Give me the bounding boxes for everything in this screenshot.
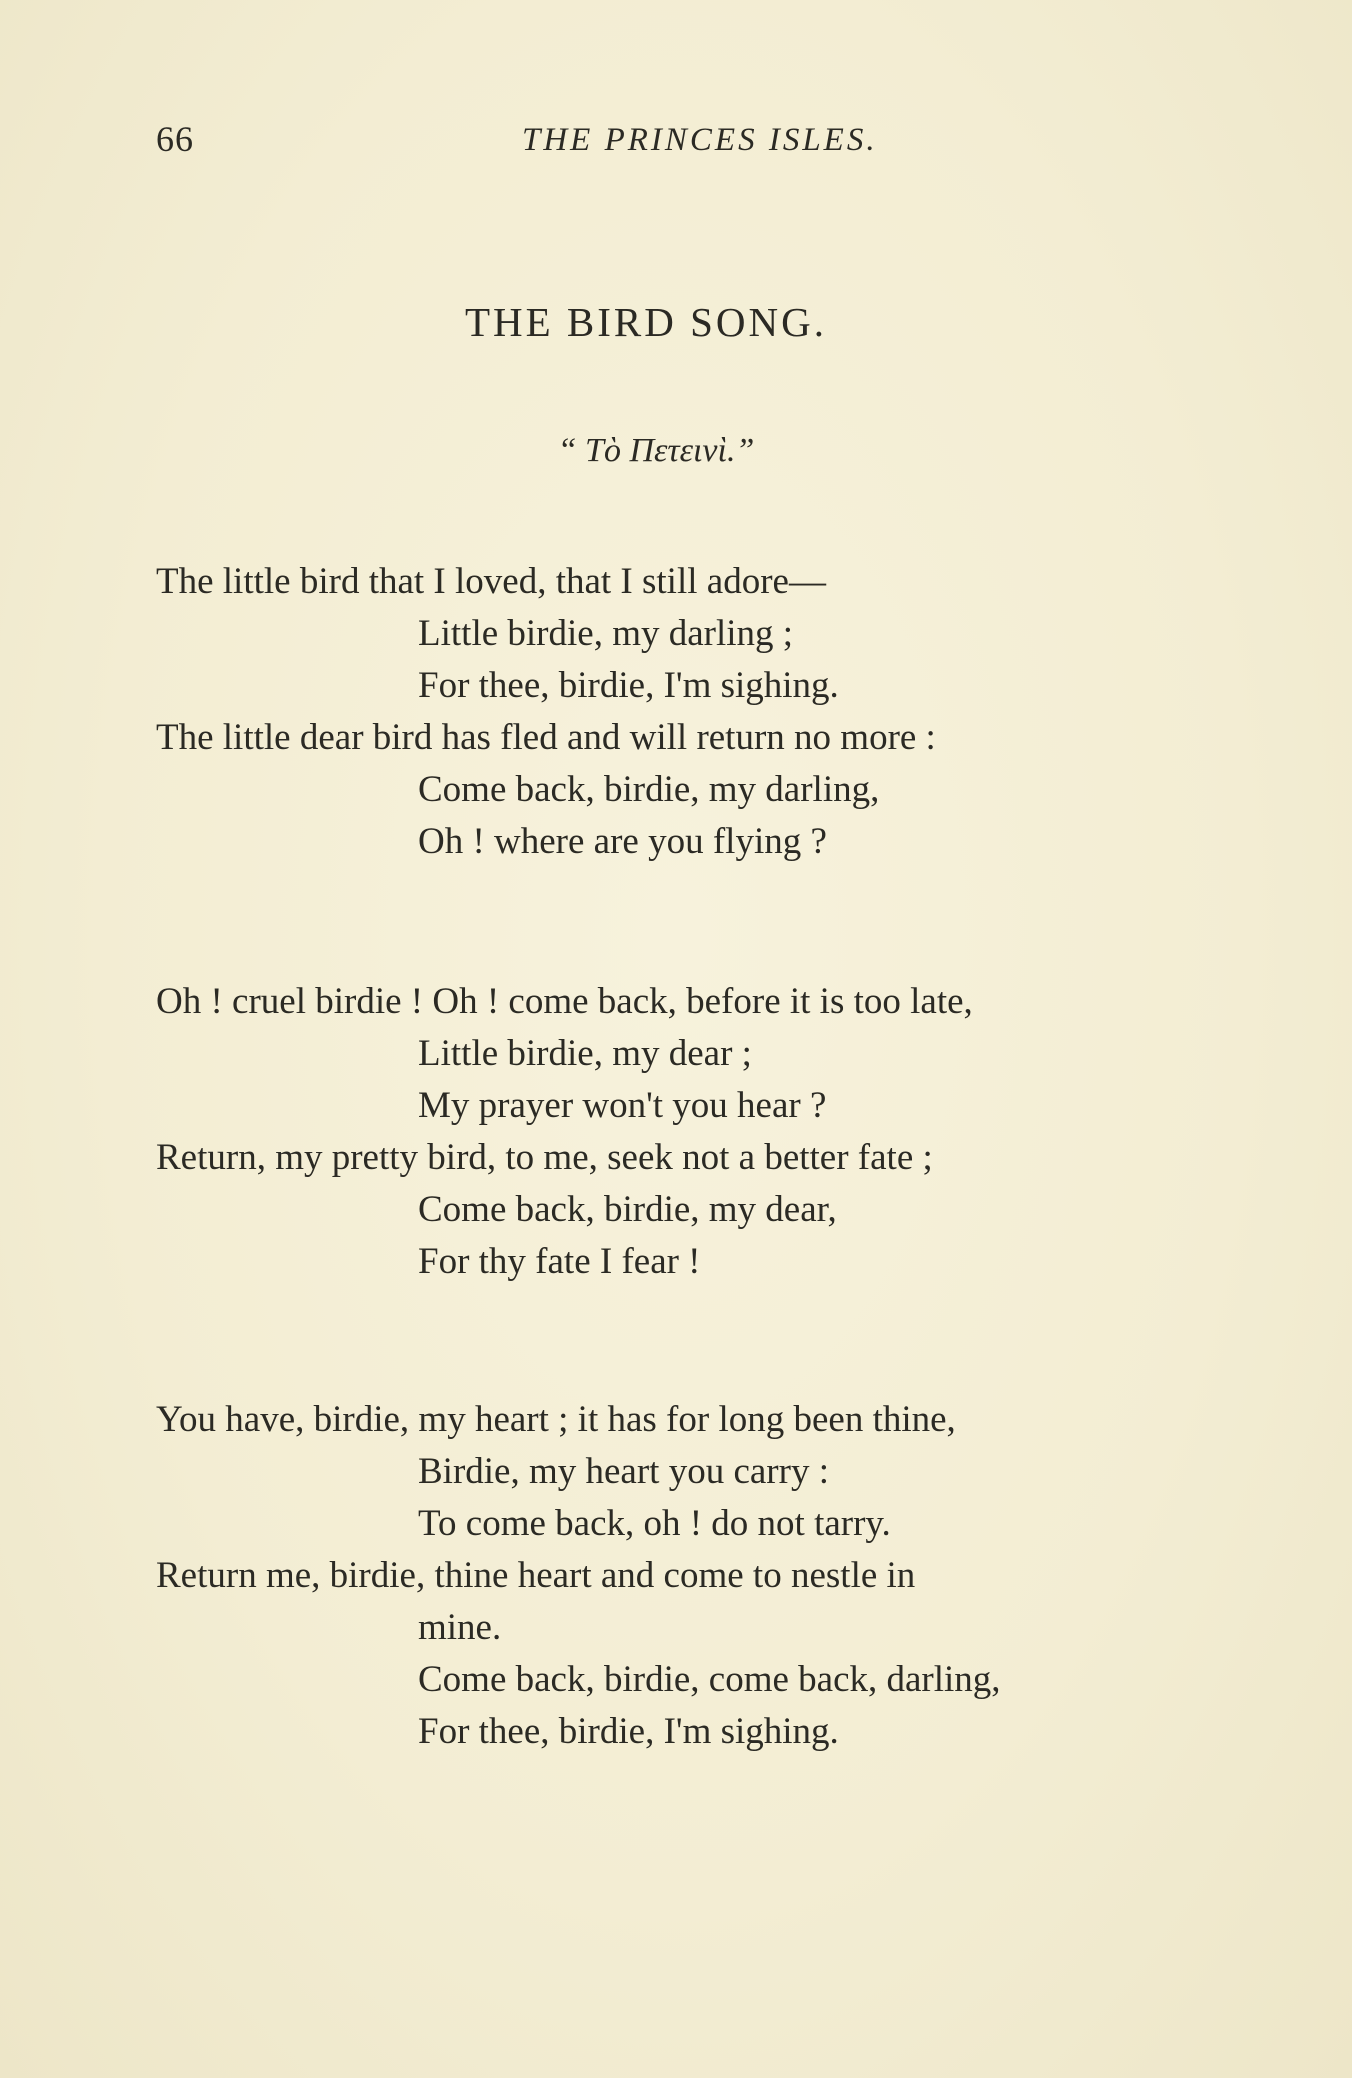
verse-line: The little bird that I loved, that I still adore— [156,561,826,602]
verse-line: For thee, birdie, I'm sighing. [418,1711,839,1752]
verse-line: Birdie, my heart you carry : [418,1451,829,1492]
running-head: THE PRINCES ISLES. [522,122,878,158]
verse-line: Return, my pretty bird, to me, seek not a better fate ; [156,1137,933,1178]
poem-title [0,298,1352,346]
verse-line: Oh ! cruel birdie ! Oh ! come back, before it is too late, [156,981,973,1022]
verse-line: You have, birdie, my heart ; it has for long been thine, [156,1399,956,1440]
verse-line: mine. [418,1607,502,1648]
page-header [156,118,1256,178]
verse-line: For thee, birdie, I'm sighing. [418,665,839,706]
verse-line: The little dear bird has fled and will return no more : [156,717,936,758]
verse-line: My prayer won't you hear ? [418,1085,827,1126]
poem-epigraph [0,432,1352,470]
verse-line: Come back, birdie, my dear, [418,1189,837,1230]
verse-line: For thy fate I fear ! [418,1241,701,1282]
poem-epigraph-text: “ Τὸ Πετεινὶ.” [557,432,755,469]
verse-line: To come back, oh ! do not tarry. [418,1503,891,1544]
poem-title-text: THE BIRD SONG. [464,299,828,345]
verse-line: Come back, birdie, my darling, [418,769,880,810]
stanza-1 [156,556,1266,868]
verse-line: Little birdie, my darling ; [418,613,794,654]
stanza-2 [156,976,1266,1288]
verse-line: Return me, birdie, thine heart and come to nestle in [156,1555,916,1596]
verse-line: Oh ! where are you flying ? [418,821,827,862]
verse-line: Little birdie, my dear ; [418,1033,752,1074]
page-number: 66 [156,119,194,159]
stanza-3 [156,1394,1266,1758]
verse-line: Come back, birdie, come back, darling, [418,1659,1001,1700]
